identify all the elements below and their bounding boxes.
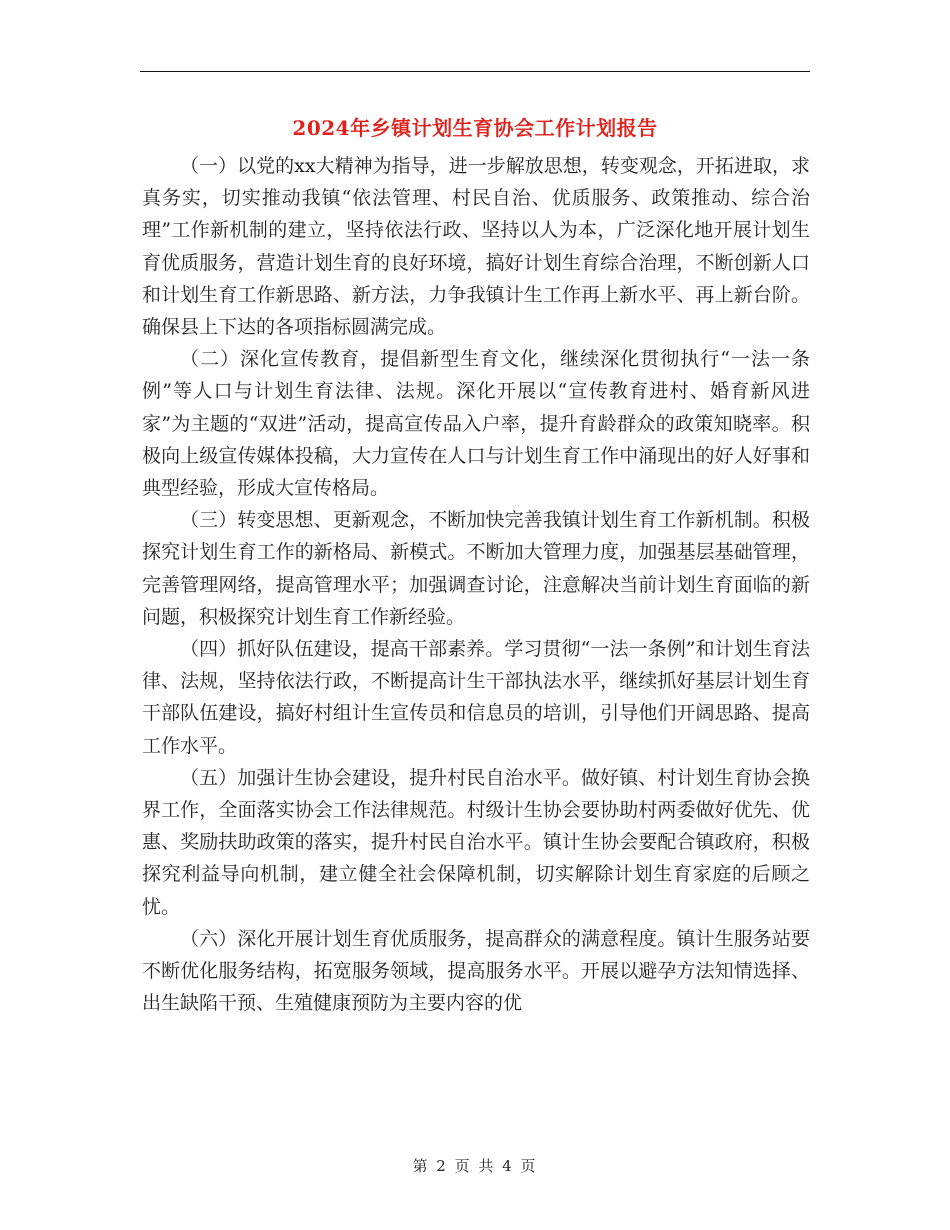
paragraph-1: （一）以党的xx大精神为指导，进一步解放思想，转变观念，开拓进取，求真务实，切实推动我镇“依法管理、村民自治、优质服务、政策推动、综合治理”工作新机制的建立，坚持依法行政、坚持以人为本，广泛深化地开展计划生育优质服务，营造计划生育的良好环境，搞好计划生育综合治理，不断创新人口和计划生育工作新思路、新方法，力争我镇计生工作再上新水平、再上新台阶。确保县上下达的各项指标圆满完成。: [142, 155, 810, 339]
header-rule: [140, 71, 810, 72]
paragraph-4: （四）抓好队伍建设，提高干部素养。学习贯彻“一法一条例”和计划生育法律、法规，坚持依法行政，不断提高计生干部执法水平，继续抓好基层计划生育干部队伍建设，搞好村组计生宣传员和信息员的培训，引导他们开阔思路、提高工作水平。: [142, 638, 810, 757]
page-footer: 第 2 页 共 4 页: [412, 1157, 538, 1175]
paragraph-6: （六）深化开展计划生育优质服务，提高群众的满意程度。镇计生服务站要不断优化服务结构，拓宽服务领域，提高服务水平。开展以避孕方法知情选择、出生缺陷干预、生殖健康预防为主要内容的优: [142, 927, 810, 1015]
paragraph-2: （二）深化宣传教育，提倡新型生育文化，继续深化贯彻执行“一法一条例”等人口与计划生育法律、法规。深化开展以“宣传教育进村、婚育新风进家”为主题的“双进”活动，提高宣传品入户率，提升育龄群众的政策知晓率。积极向上级宣传媒体投稿，大力宣传在人口与计划生育工作中涌现出的好人好事和典型经验，形成大宣传格局。: [142, 348, 810, 500]
paragraph-3: （三）转变思想、更新观念，不断加快完善我镇计划生育工作新机制。积极探究计划生育工作的新格局、新模式。不断加大管理力度，加强基层基础管理，完善管理网络，提高管理水平；加强调查讨论，注意解决当前计划生育面临的新问题，积极探究计划生育工作新经验。: [142, 509, 810, 628]
paragraph-5: （五）加强计生协会建设，提升村民自治水平。做好镇、村计划生育协会换界工作，全面落实协会工作法律规范。村级计生协会要协助村两委做好优先、优惠、奖励扶助政策的落实，提升村民自治水平。镇计生协会要配合镇政府，积极探究利益导向机制，建立健全社会保障机制，切实解除计划生育家庭的后顾之忧。: [142, 766, 810, 918]
document-body: [142, 150, 810, 1019]
document-title: 2024年乡镇计划生育协会工作计划报告: [292, 116, 658, 140]
